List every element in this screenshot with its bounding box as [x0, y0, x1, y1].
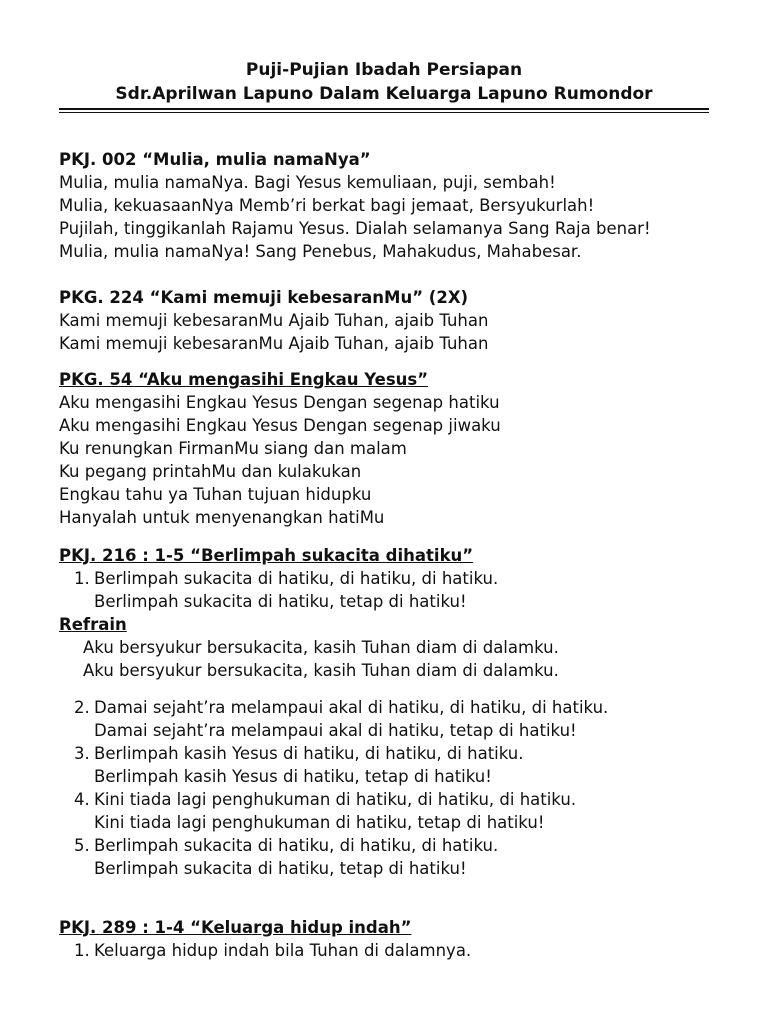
refrain-line: Aku bersyukur bersukacita, kasih Tuhan diam di dalamku. — [83, 638, 559, 657]
verse-1 — [59, 939, 749, 962]
title-double-rule — [59, 108, 709, 113]
verse-number: 4. — [74, 790, 90, 809]
song-pkj-002 — [59, 148, 749, 263]
song-line: Ku pegang printahMu dan kulakukan — [59, 462, 362, 481]
verse-line: Berlimpah sukacita di hatiku, tetap di hatiku! — [94, 592, 467, 611]
verse-number: 1. — [74, 569, 90, 588]
song-pkg-224 — [59, 286, 749, 355]
verse-2 — [59, 696, 749, 742]
verse-line: Keluarga hidup indah bila Tuhan di dalamnya. — [94, 941, 472, 960]
song-title: PKJ. 289 : 1-4 “Keluarga hidup indah” — [59, 918, 412, 937]
song-line: Aku mengasihi Engkau Yesus Dengan segenap jiwaku — [59, 416, 501, 435]
verse-line: Berlimpah kasih Yesus di hatiku, di hatiku, di hatiku. — [94, 744, 524, 763]
song-line: Hanyalah untuk menyenangkan hatiMu — [59, 508, 385, 527]
song-line: Ku renungkan FirmanMu siang dan malam — [59, 439, 407, 458]
verse-1 — [59, 567, 749, 613]
spacer — [59, 682, 749, 696]
verse-line: Berlimpah sukacita di hatiku, tetap di hatiku! — [94, 859, 467, 878]
document-header — [59, 58, 709, 113]
song-line: Mulia, mulia namaNya. Bagi Yesus kemuliaan, puji, sembah! — [59, 173, 556, 192]
verse-line: Berlimpah sukacita di hatiku, di hatiku, di hatiku. — [94, 836, 499, 855]
page-subtitle: Sdr.Aprilwan Lapuno Dalam Keluarga Lapuno Rumondor — [115, 84, 653, 104]
verse-line: Kini tiada lagi penghukuman di hatiku, tetap di hatiku! — [94, 813, 545, 832]
song-title: PKG. 54 “Aku mengasihi Engkau Yesus” — [59, 370, 429, 389]
song-line: Engkau tahu ya Tuhan tujuan hidupku — [59, 485, 372, 504]
verse-line: Damai sejaht’ra melampaui akal di hatiku, tetap di hatiku! — [94, 721, 577, 740]
refrain-line: Aku bersyukur bersukacita, kasih Tuhan diam di dalamku. — [83, 661, 559, 680]
verse-5 — [59, 834, 749, 880]
verse-number: 5. — [74, 836, 90, 855]
verse-number: 3. — [74, 744, 90, 763]
song-pkg-54 — [59, 368, 749, 529]
song-title: PKJ. 216 : 1-5 “Berlimpah sukacita dihatiku” — [59, 546, 474, 565]
song-title: PKG. 224 “Kami memuji kebesaranMu” (2X) — [59, 288, 469, 307]
song-line: Mulia, kekuasaanNya Memb’ri berkat bagi jemaat, Bersyukurlah! — [59, 196, 595, 215]
song-title: PKJ. 002 “Mulia, mulia namaNya” — [59, 150, 371, 169]
song-pkj-216 — [59, 544, 749, 880]
song-line: Pujilah, tinggikanlah Rajamu Yesus. Dialah selamanya Sang Raja benar! — [59, 219, 651, 238]
page-title: Puji-Pujian Ibadah Persiapan — [245, 60, 523, 80]
verse-number: 2. — [74, 698, 90, 717]
song-pkj-289 — [59, 916, 749, 962]
song-line: Aku mengasihi Engkau Yesus Dengan segenap hatiku — [59, 393, 500, 412]
verse-4 — [59, 788, 749, 834]
refrain-label: Refrain — [59, 615, 127, 634]
verse-number: 1. — [74, 941, 90, 960]
verse-3 — [59, 742, 749, 788]
verse-line: Kini tiada lagi penghukuman di hatiku, di hatiku, di hatiku. — [94, 790, 577, 809]
song-line: Kami memuji kebesaranMu Ajaib Tuhan, ajaib Tuhan — [59, 311, 489, 330]
verse-line: Berlimpah kasih Yesus di hatiku, tetap di hatiku! — [94, 767, 492, 786]
verse-line: Damai sejaht’ra melampaui akal di hatiku, di hatiku, di hatiku. — [94, 698, 609, 717]
verse-line: Berlimpah sukacita di hatiku, di hatiku, di hatiku. — [94, 569, 499, 588]
song-line: Kami memuji kebesaranMu Ajaib Tuhan, ajaib Tuhan — [59, 334, 489, 353]
song-line: Mulia, mulia namaNya! Sang Penebus, Mahakudus, Mahabesar. — [59, 242, 582, 261]
